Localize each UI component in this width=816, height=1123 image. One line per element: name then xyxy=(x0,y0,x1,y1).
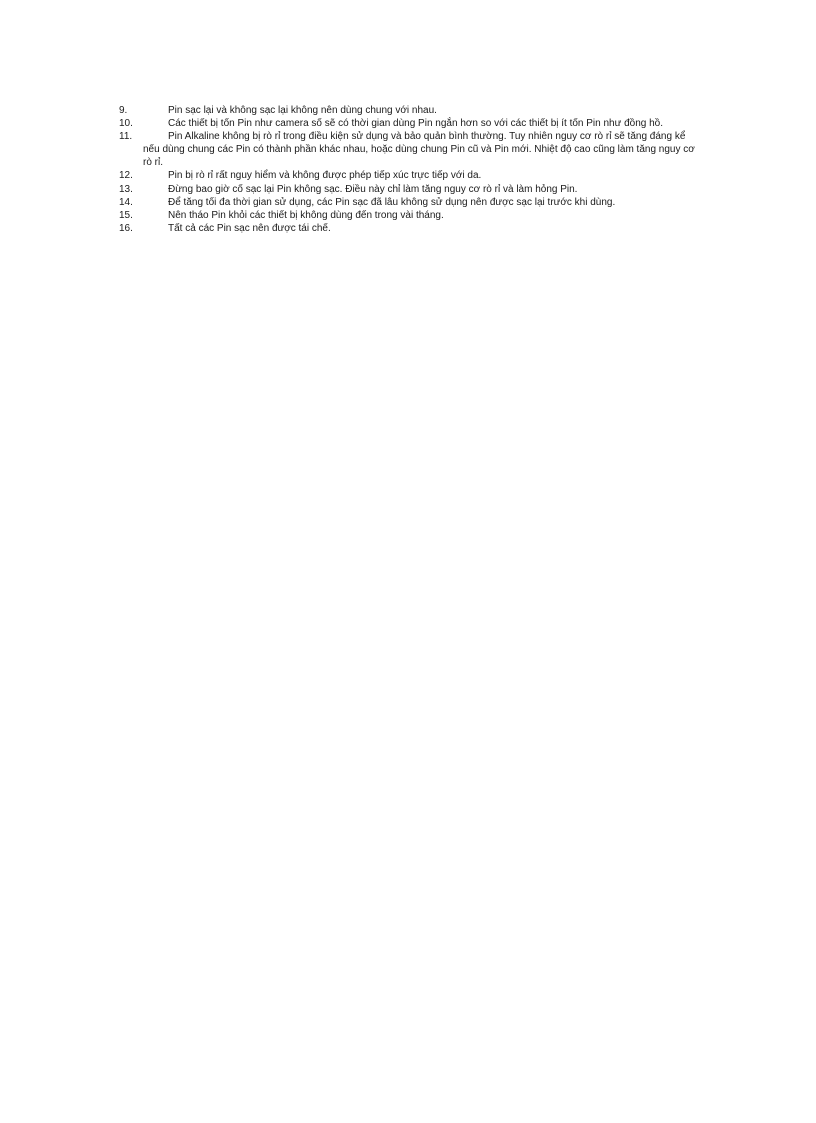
list-item-number: 14. xyxy=(119,196,133,208)
list-item xyxy=(119,183,699,196)
list-item xyxy=(119,196,699,209)
list-item xyxy=(119,222,699,235)
list-item-number: 11. xyxy=(119,131,133,143)
list-item-text: Đừng bao giờ cố sạc lại Pin không sạc. Điều này chỉ làm tăng nguy cơ rò rỉ và làm hỏng Pin. xyxy=(168,183,578,195)
list-item-number: 16. xyxy=(119,222,133,234)
numbered-list xyxy=(119,104,699,235)
list-item xyxy=(119,169,699,182)
list-item-text: Tất cả các Pin sạc nên được tái chế. xyxy=(168,222,331,234)
list-item xyxy=(119,130,699,169)
list-item-text: Pin bị rò rỉ rất nguy hiểm và không được phép tiếp xúc trực tiếp với da. xyxy=(168,170,482,182)
list-item-text: Các thiết bị tốn Pin như camera số sẽ có thời gian dùng Pin ngắn hơn so với các thiết bị ít tốn Pin như đồng hồ. xyxy=(168,118,664,130)
list-item-number: 10. xyxy=(119,118,133,130)
list-item-text: Nên tháo Pin khỏi các thiết bị không dùng đến trong vài tháng. xyxy=(168,209,444,221)
list-item-number: 12. xyxy=(119,170,133,182)
list-item-text: Để tăng tối đa thời gian sử dụng, các Pin sạc đã lâu không sử dụng nên được sạc lại trước khi dùng. xyxy=(168,196,616,208)
list-item-number: 9. xyxy=(119,105,128,116)
list-item-number: 15. xyxy=(119,209,133,221)
list-item-text: Pin sạc lại và không sạc lại không nên dùng chung với nhau. xyxy=(168,105,437,116)
list-item xyxy=(119,117,699,130)
list-item xyxy=(119,209,699,222)
list-item-number: 13. xyxy=(119,183,133,195)
list-item-text: Pin Alkaline không bị rò rỉ trong điều kiện sử dụng và bảo quản bình thường. Tuy nhiên nguy cơ rò rỉ sẽ tăng đáng kể nếu dùng chung các Pin có thành phần khác nhau, hoặc dùng chung Pin cũ và Pin mới. Nhiệt độ cao cũng làm tăng nguy cơ rò rỉ. xyxy=(143,131,695,169)
list-item xyxy=(119,104,699,117)
